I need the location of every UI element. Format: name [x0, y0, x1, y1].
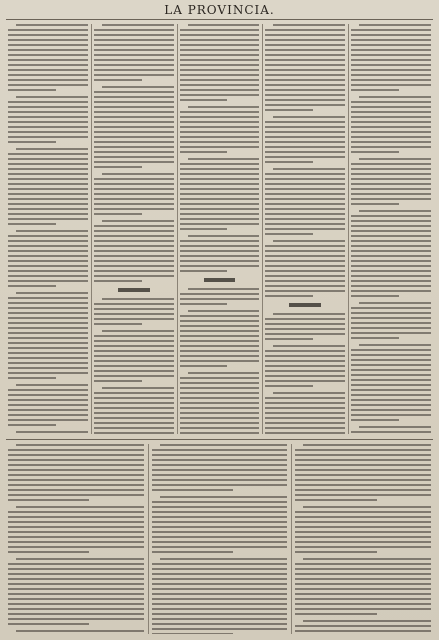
article-paragraph: [94, 298, 174, 325]
article-paragraph: [152, 496, 288, 553]
column-rule: [91, 24, 92, 434]
masthead-title: LA PROVINCIA.: [164, 3, 275, 17]
article-column: [94, 24, 174, 434]
article-paragraph: [265, 168, 345, 235]
article-paragraph: [180, 24, 260, 101]
article-paragraph: [351, 158, 431, 205]
article-paragraph: [265, 116, 345, 163]
article-paragraph: [180, 310, 260, 367]
article-paragraph: [265, 345, 345, 387]
article-paragraph: [94, 24, 174, 81]
column-rule: [348, 24, 349, 434]
article-paragraph: [351, 210, 431, 297]
article-paragraph: [8, 24, 88, 91]
article-paragraph: [265, 240, 345, 297]
section-divider-rule: [6, 439, 433, 440]
article-paragraph: [8, 506, 144, 553]
column-rule: [262, 24, 263, 434]
article-paragraph: [351, 24, 431, 91]
section-heading: [204, 278, 236, 282]
masthead-rule: [6, 19, 433, 20]
article-paragraph: [8, 148, 88, 225]
article-paragraph: [94, 330, 174, 382]
article-paragraph: [351, 426, 431, 434]
column-rule: [177, 24, 178, 434]
article-paragraph: [295, 506, 431, 553]
article-paragraph: [180, 372, 260, 434]
article-column: [8, 24, 88, 434]
article-paragraph: [295, 620, 431, 634]
article-paragraph: [94, 173, 174, 215]
article-paragraph: [152, 444, 288, 491]
article-paragraph: [8, 96, 88, 143]
article-paragraph: [351, 96, 431, 153]
section-heading: [118, 288, 150, 292]
article-paragraph: [8, 431, 88, 434]
article-paragraph: [8, 558, 144, 625]
article-column: [265, 24, 345, 434]
article-paragraph: [180, 235, 260, 272]
article-paragraph: [180, 288, 260, 305]
article-paragraph: [8, 630, 144, 634]
article-paragraph: [94, 387, 174, 434]
article-paragraph: [265, 24, 345, 111]
article-paragraph: [152, 558, 288, 634]
article-paragraph: [8, 292, 88, 379]
article-column: [8, 444, 144, 634]
article-paragraph: [8, 444, 144, 501]
article-paragraph: [351, 344, 431, 421]
article-paragraph: [295, 558, 431, 615]
article-column: [351, 24, 431, 434]
article-paragraph: [180, 158, 260, 230]
section-heading: [289, 303, 321, 307]
article-column: [152, 444, 288, 634]
article-paragraph: [295, 444, 431, 501]
article-paragraph: [265, 313, 345, 340]
article-column: [180, 24, 260, 434]
article-paragraph: [94, 220, 174, 282]
column-rule: [148, 444, 149, 634]
article-paragraph: [94, 86, 174, 168]
article-paragraph: [8, 230, 88, 287]
article-paragraph: [8, 384, 88, 426]
article-paragraph: [265, 392, 345, 434]
article-paragraph: [180, 106, 260, 153]
article-paragraph: [351, 302, 431, 339]
column-rule: [291, 444, 292, 634]
article-column: [295, 444, 431, 634]
